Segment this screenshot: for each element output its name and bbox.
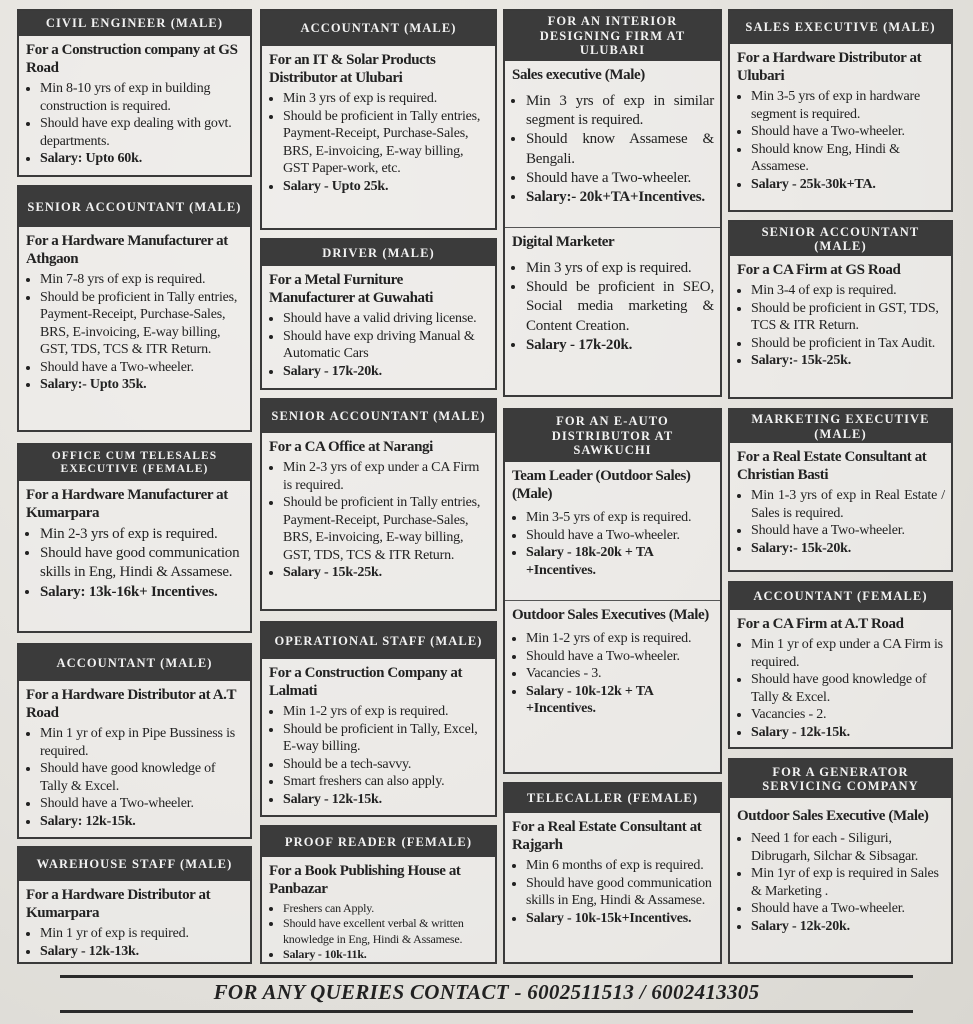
requirement: • Should be a tech-savvy. <box>283 756 489 774</box>
requirement: • Need 1 for each - Siliguri, Dibrugarh, Silchar & Sibsagar. <box>751 830 945 865</box>
requirement: • Min 6 months of exp is required. <box>526 857 714 875</box>
job-title: OFFICE CUM TELESALES EXECUTIVE (FEMALE) <box>19 445 250 481</box>
requirement: • Should have a Two-wheeler. <box>751 123 945 141</box>
requirement: • Should have good communication skills in Eng, Hindi & Assamese. <box>526 875 714 910</box>
requirement: • Should have a Two-wheeler. <box>40 795 244 813</box>
requirement: • Min 3-5 yrs of exp in hardware segment is required. <box>751 88 945 123</box>
position-title: Outdoor Sales Executive (Male) <box>737 808 929 824</box>
job-ad-accountant-ulubari <box>260 9 497 230</box>
job-title: DRIVER (MALE) <box>262 240 495 266</box>
company-line: For a CA Office at Narangi <box>269 439 433 455</box>
salary: • Salary - 17k-20k. <box>283 363 489 381</box>
job-ad-civil-engineer <box>17 9 252 177</box>
requirement: • Should have a Two-wheeler. <box>751 900 945 918</box>
job-title: SALES EXECUTIVE (MALE) <box>730 11 951 44</box>
salary: • Salary - 10k-12k + TA +Incentives. <box>526 683 714 718</box>
salary: • Salary: Upto 60k. <box>40 150 244 168</box>
job-title: SENIOR ACCOUNTANT (MALE) <box>19 187 250 227</box>
requirement: • Min 1yr of exp is required in Sales & Marketing . <box>751 865 945 900</box>
requirement: • Smart freshers can also apply. <box>283 773 489 791</box>
job-title: ACCOUNTANT (MALE) <box>262 11 495 46</box>
footer-rule-top <box>60 975 913 978</box>
requirement: • Min 1-2 yrs of exp is required. <box>283 703 489 721</box>
salary: • Salary: 12k-15k. <box>40 813 244 831</box>
requirement: • Min 1 yr of exp in Pipe Bussiness is required. <box>40 725 244 760</box>
requirement: • Should have good knowledge of Tally & Excel. <box>751 671 945 706</box>
requirement: • Should have excellent verbal & written knowledge in Eng, Hindi & Assamese. <box>283 916 489 947</box>
requirement: • Should be proficient in Tally entries, Payment-Receipt, Purchase-Sales, BRS, E-invoicing, E-way billing, GST, TDS, TCS & ITR Return. <box>283 494 489 564</box>
requirement: • Min 1 yr of exp is required. <box>40 925 244 943</box>
salary: • Salary - 12k-15k. <box>751 724 945 742</box>
requirement: • Min 1-3 yrs of exp in Real Estate / Sales is required. <box>751 487 945 522</box>
company-line: For an IT & Solar Products Distributor at Ulubari <box>269 52 436 86</box>
job-ad-senior-accountant-narangi <box>260 398 497 611</box>
company-line: For a Book Publishing House at Panbazar <box>269 863 461 897</box>
footer-rule-bottom <box>60 1010 913 1013</box>
requirement: • Min 3-4 of exp is required. <box>751 282 945 300</box>
requirement: • Freshers can Apply. <box>283 901 489 916</box>
salary: • Salary:- Upto 35k. <box>40 376 244 394</box>
requirement: • Should have exp driving Manual & Automatic Cars <box>283 328 489 363</box>
requirement: • Should have exp dealing with govt. departments. <box>40 115 244 150</box>
requirement: • Min 3-5 yrs of exp is required. <box>526 509 714 527</box>
job-ad-generator-servicing <box>728 758 953 964</box>
job-title: CIVIL ENGINEER (MALE) <box>19 11 250 36</box>
position-title: Digital Marketer <box>512 234 615 250</box>
requirement: • Vacancies - 2. <box>751 706 945 724</box>
job-title: ACCOUNTANT (FEMALE) <box>730 583 951 610</box>
job-ad-accountant-female <box>728 581 953 749</box>
salary: • Salary - Upto 25k. <box>283 178 489 196</box>
job-ad-senior-accountant-gs-road <box>728 220 953 399</box>
job-title: ACCOUNTANT (MALE) <box>19 645 250 681</box>
job-title: OPERATIONAL STAFF (MALE) <box>262 623 495 659</box>
salary: • Salary: 13k-16k+ Incentives. <box>40 583 244 602</box>
requirement: • Should be proficient in GST, TDS, TCS & ITR Return. <box>751 300 945 335</box>
requirement: • Should be proficient in Tax Audit. <box>751 335 945 353</box>
company-line: For a Real Estate Consultant at Christian Basti <box>737 449 927 483</box>
salary: • Salary - 12k-13k. <box>40 943 244 961</box>
job-ad-e-auto-distributor <box>503 408 722 774</box>
job-title: WAREHOUSE STAFF (MALE) <box>19 848 250 881</box>
job-ad-accountant-at-road <box>17 643 252 839</box>
requirement: • Should know Assamese & Bengali. <box>526 130 714 168</box>
requirement: • Min 1 yr of exp under a CA Firm is required. <box>751 636 945 671</box>
requirement: • Should be proficient in SEO, Social media marketing & Content Creation. <box>526 278 714 336</box>
requirement: • Should have a Two-wheeler. <box>526 648 714 666</box>
requirement: • Vacancies - 3. <box>526 665 714 683</box>
salary: • Salary - 25k-30k+TA. <box>751 176 945 194</box>
salary: • Salary - 17k-20k. <box>526 336 714 355</box>
salary: • Salary - 10k-11k. <box>283 947 489 962</box>
requirement: • Min 2-3 yrs of exp is required. <box>40 525 244 544</box>
company-line: For a Hardware Distributor at Kumarpara <box>26 887 211 921</box>
requirement: • Should have a Two-wheeler. <box>40 359 244 377</box>
salary: • Salary:- 15k-25k. <box>751 352 945 370</box>
job-ad-marketing-executive <box>728 408 953 572</box>
requirement: • Min 3 yrs of exp is required. <box>283 90 489 108</box>
job-ad-office-telesales <box>17 443 252 633</box>
position-title: Outdoor Sales Executives (Male) <box>512 607 709 623</box>
company-line: For a Metal Furniture Manufacturer at Guwahati <box>269 272 434 306</box>
job-ad-interior-designing-firm <box>503 9 722 397</box>
job-title: FOR AN E-AUTO DISTRIBUTOR AT SAWKUCHI <box>505 410 720 462</box>
job-title: FOR A GENERATOR SERVICING COMPANY <box>730 760 951 798</box>
company-line: For a CA Firm at GS Road <box>737 262 901 278</box>
company-line: For a Real Estate Consultant at Rajgarh <box>512 819 702 853</box>
requirement: • Should have good communication skills in Eng, Hindi & Assamese. <box>40 544 244 582</box>
requirement: • Min 3 yrs of exp in similar segment is required. <box>526 92 714 130</box>
contact-footer: FOR ANY QUERIES CONTACT - 6002511513 / 6002413305 <box>213 980 760 1004</box>
salary: • Salary - 18k-20k + TA +Incentives. <box>526 544 714 579</box>
company-line: For a CA Firm at A.T Road <box>737 616 904 632</box>
job-ad-warehouse-staff <box>17 846 252 964</box>
job-ad-senior-accountant-athgaon <box>17 185 252 432</box>
requirement: • Should know Eng, Hindi & Assamese. <box>751 141 945 176</box>
company-line: For a Hardware Distributor at A.T Road <box>26 687 236 721</box>
job-title: TELECALLER (FEMALE) <box>505 784 720 813</box>
job-ad-telecaller <box>503 782 722 964</box>
company-line: For a Hardware Distributor at Ulubari <box>737 50 922 84</box>
requirement: • Min 3 yrs of exp is required. <box>526 259 714 278</box>
salary: • Salary - 12k-15k. <box>283 791 489 809</box>
salary: • Salary - 12k-20k. <box>751 918 945 936</box>
job-ad-operational-staff <box>260 621 497 817</box>
requirement: • Should be proficient in Tally, Excel, E-way billing. <box>283 721 489 756</box>
company-line: For a Hardware Manufacturer at Athgaon <box>26 233 228 267</box>
job-ad-driver <box>260 238 497 390</box>
salary: • Salary - 10k-15k+Incentives. <box>526 910 714 928</box>
requirement: • Min 2-3 yrs of exp under a CA Firm is required. <box>283 459 489 494</box>
requirement: • Min 7-8 yrs of exp is required. <box>40 271 244 289</box>
requirement: • Should have a Two-wheeler. <box>751 522 945 540</box>
requirement: • Should be proficient in Tally entries, Payment-Receipt, Purchase-Sales, BRS, E-invoicing, E-way billing, GST Paper-work, etc. <box>283 108 489 178</box>
salary: • Salary - 15k-25k. <box>283 564 489 582</box>
requirement: • Min 1-2 yrs of exp is required. <box>526 630 714 648</box>
company-line: For a Construction company at GS Road <box>26 42 238 76</box>
job-title: SENIOR ACCOUNTANT (MALE) <box>262 400 495 433</box>
salary: • Salary:- 15k-20k. <box>751 540 945 558</box>
job-title: SENIOR ACCOUNTANT (MALE) <box>730 222 951 256</box>
job-title: MARKETING EXECUTIVE (MALE) <box>730 410 951 443</box>
requirement: • Should have a valid driving license. <box>283 310 489 328</box>
company-line: For a Construction Company at Lalmati <box>269 665 463 699</box>
salary: • Salary:- 20k+TA+Incentives. <box>526 188 714 207</box>
requirement: • Min 8-10 yrs of exp in building construction is required. <box>40 80 244 115</box>
job-title: FOR AN INTERIOR DESIGNING FIRM AT ULUBARI <box>505 11 720 61</box>
position-title: Team Leader (Outdoor Sales) (Male) <box>512 468 691 502</box>
job-ad-proof-reader <box>260 825 497 964</box>
position-title: Sales executive (Male) <box>512 67 645 83</box>
requirement: • Should have good knowledge of Tally & Excel. <box>40 760 244 795</box>
company-line: For a Hardware Manufacturer at Kumarpara <box>26 487 228 521</box>
job-ad-sales-executive-ulubari <box>728 9 953 212</box>
requirement: • Should have a Two-wheeler. <box>526 527 714 545</box>
requirement: • Should have a Two-wheeler. <box>526 169 714 188</box>
requirement: • Should be proficient in Tally entries, Payment-Receipt, Purchase-Sales, BRS, E-invoicing, E-way billing, GST, TDS, TCS & ITR Return. <box>40 289 244 359</box>
job-title: PROOF READER (FEMALE) <box>262 827 495 857</box>
